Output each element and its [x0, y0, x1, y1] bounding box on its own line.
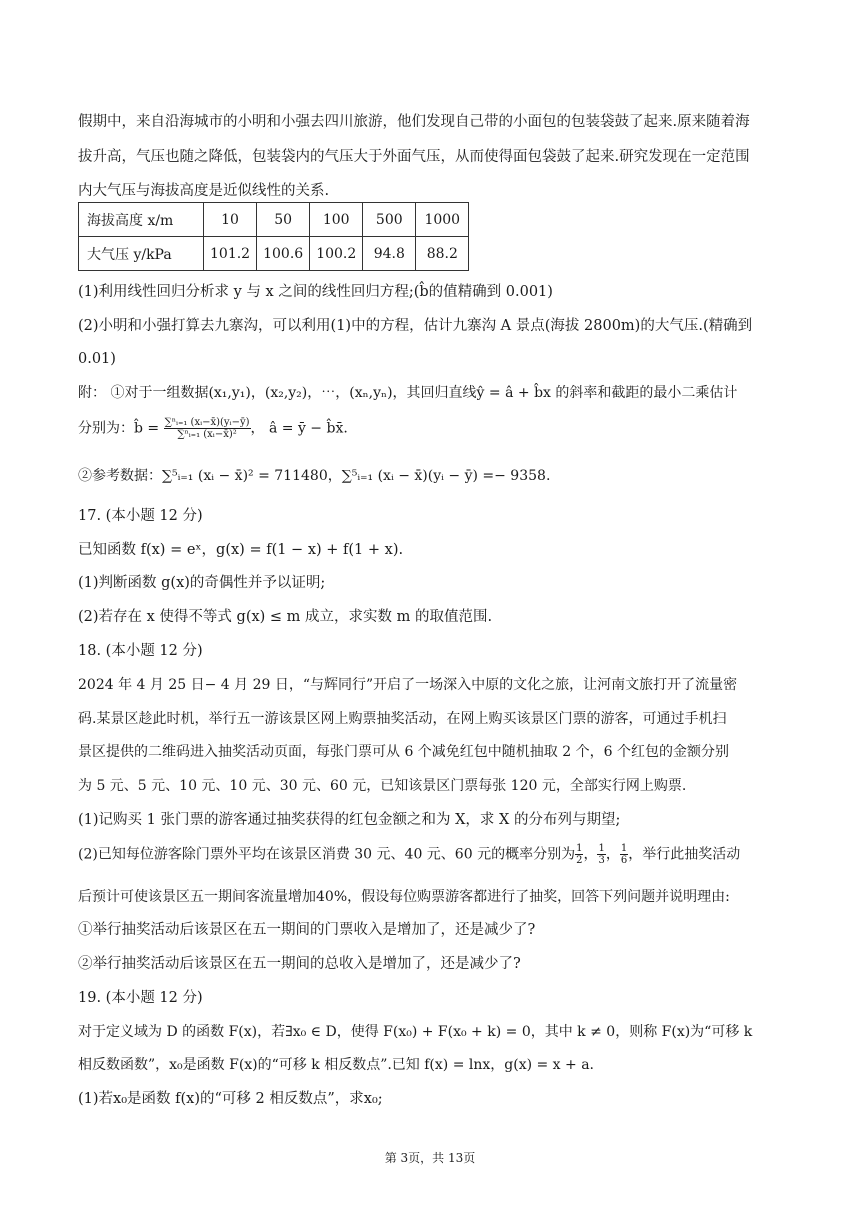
page-footer: 第 3页，共 13页	[384, 1151, 476, 1165]
fraction-numerator: ∑ⁿᵢ₌₁ (xᵢ−x̄)(yᵢ−ȳ)	[164, 417, 250, 428]
q18-line-1: 2024 年 4 月 25 日− 4 月 29 日，“与辉同行”开启了一场深入中原的文化之旅，让河南文旅打开了流量密	[78, 677, 738, 693]
fraction-denominator: ∑ⁿᵢ₌₁ (xᵢ−x̄)²	[177, 429, 237, 440]
q19-line-2: 相反数函数”，x₀是函数 F(x)的“可移 k 相反数点”.已知 f(x) = lnx，g(x) = x + a.	[78, 1057, 595, 1073]
table-cell: 100.2	[310, 237, 363, 271]
intro-line-2: 拔升高，气压也随之降低，包装袋内的气压大于外面气压，从而使得面包袋鼓了起来.研究发现在一定范围	[78, 149, 750, 165]
regression-fraction	[164, 417, 251, 440]
table-cell: 94.8	[363, 237, 416, 271]
q17-stem: 已知函数 f(x) = eˣ，g(x) = f(1 − x) + f(1 + x).	[78, 542, 404, 558]
fraction-denominator: 3	[598, 855, 605, 866]
q17-title: 17. (本小题 12 分)	[78, 508, 203, 524]
q16-note-3: ②参考数据：∑⁵ᵢ₌₁ (xᵢ − x̄)² = 711480，∑⁵ᵢ₌₁ (xᵢ − x̄)(yᵢ − ȳ) =− 9358.	[78, 468, 551, 484]
table-row	[79, 237, 469, 271]
q16-part-1: (1)利用线性回归分析求 y 与 x 之间的线性回归方程;(b̂的值精确到 0.001)	[78, 284, 553, 300]
q18-part-1: (1)记购买 1 张门票的游客通过抽奖获得的红包金额之和为 X，求 X 的分布列与期望;	[78, 812, 621, 828]
q19-line-1: 对于定义域为 D 的函数 F(x)，若∃x₀ ∈ D，使得 F(x₀) + F(x₀ + k) = 0，其中 k ≠ 0，则称 F(x)为“可移 k	[78, 1024, 753, 1040]
q18-part-2-cont: 后预计可使该景区五一期间客流量增加40%，假设每位购票游客都进行了抽奖，回答下列问题并说明理由:	[78, 889, 730, 905]
q18-title: 18. (本小题 12 分)	[78, 643, 203, 659]
fraction-denominator: 6	[620, 855, 628, 866]
fraction-half	[575, 843, 583, 866]
fraction-numerator: 1	[598, 843, 605, 854]
fraction-sixth	[620, 843, 628, 866]
fraction-numerator: 1	[620, 843, 628, 854]
q16-note-1: 附： ①对于一组数据(x₁,y₁)，(x₂,y₂)，⋯，(xₙ,yₙ)，其回归直线ŷ = â + b̂x 的斜率和截距的最小二乘估计	[78, 385, 738, 401]
table-row-label: 大气压 y/kPa	[79, 237, 204, 271]
q18-part-2-tail: ，举行此抽奖活动	[628, 846, 741, 863]
table-cell: 1000	[416, 203, 469, 237]
q17-part-1: (1)判断函数 g(x)的奇偶性并予以证明;	[78, 575, 326, 591]
table-cell: 50	[257, 203, 310, 237]
q17-part-2: (2)若存在 x 使得不等式 g(x) ≤ m 成立，求实数 m 的取值范围.	[78, 609, 493, 625]
table-cell: 10	[204, 203, 257, 237]
q18-line-2: 码.某景区趁此时机，举行五一游该景区网上购票抽奖活动，在网上购买该景区门票的游客，可通过手机扫	[78, 711, 727, 727]
fraction-numerator: 1	[576, 843, 583, 854]
table-cell: 500	[363, 203, 416, 237]
q18-part-2: (2)已知每位游客除门票外平均在该景区消费 30 元、40 元、60 元的概率分别为 $\frac{1}{2}$ ， $\frac{1}{3}$ ， $\frac{1}{6}$ ，举行此抽奖活动	[78, 843, 741, 866]
q16-note-2	[78, 417, 778, 440]
table-cell: 100	[310, 203, 363, 237]
fraction-third	[597, 843, 605, 866]
intro-line-1: 假期中，来自沿海城市的小明和小强去四川旅游，他们发现自己带的小面包的包装袋鼓了起来.原来随着海	[78, 114, 750, 130]
q16-part-2-cont: 0.01)	[78, 351, 116, 367]
data-table	[78, 202, 469, 271]
q18-part-2-text: (2)已知每位游客除门票外平均在该景区消费 30 元、40 元、60 元的概率分别为	[78, 846, 576, 863]
table-cell: 88.2	[416, 237, 469, 271]
q18-sub-2: ②举行抽奖活动后该景区在五一期间的总收入是增加了，还是减少了?	[78, 956, 521, 972]
q18-line-3: 景区提供的二维码进入抽奖活动页面，每张门票可从 6 个减免红包中随机抽取 2 个，6 个红包的金额分别	[78, 744, 729, 760]
table-cell: 100.6	[257, 237, 310, 271]
q18-sub-1: ①举行抽奖活动后该景区在五一期间的门票收入是增加了，还是减少了?	[78, 922, 536, 938]
q19-part-1: (1)若x₀是函数 f(x)的“可移 2 相反数点”，求x₀;	[78, 1091, 383, 1107]
q16-part-2: (2)小明和小强打算去九寨沟，可以利用(1)中的方程，估计九寨沟 A 景点(海拔 2800m)的大气压.(精确到	[78, 318, 753, 334]
note-suffix: ， â = ȳ − b̂x̄.	[250, 420, 348, 437]
intro-line-3: 内大气压与海拔高度是近似线性的关系.	[78, 183, 330, 199]
note-prefix: 分别为：b̂ =	[78, 420, 164, 437]
table-cell: 101.2	[204, 237, 257, 271]
table-row-label: 海拔高度 x/m	[79, 203, 204, 237]
q19-title: 19. (本小题 12 分)	[78, 990, 203, 1006]
table-row	[79, 203, 469, 237]
fraction-denominator: 2	[576, 855, 583, 866]
q18-line-4: 为 5 元、5 元、10 元、10 元、30 元、60 元，已知该景区门票每张 120 元，全部实行网上购票.	[78, 778, 687, 794]
